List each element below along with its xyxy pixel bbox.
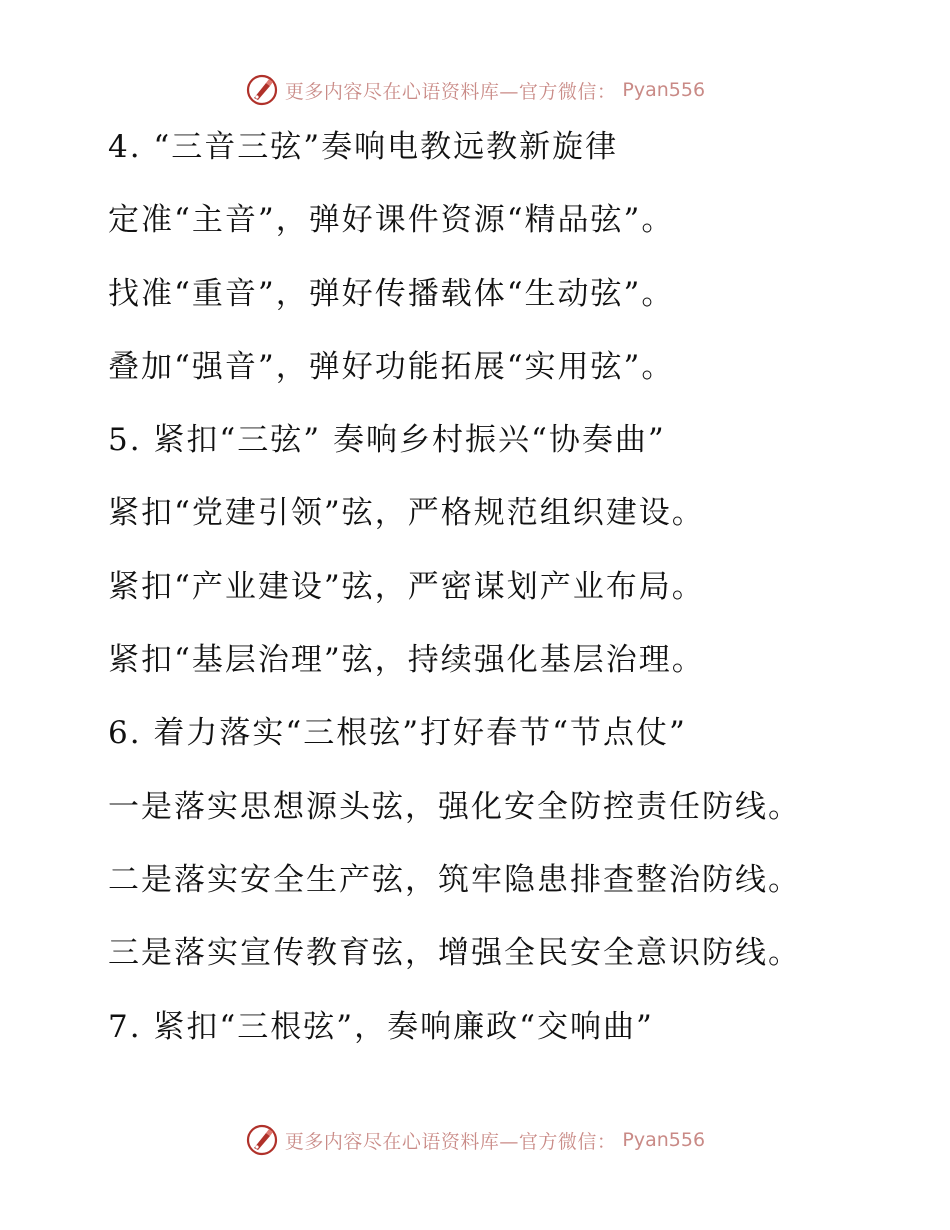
paragraph-line: 紧扣“基层治理”弦，持续强化基层治理。 [108, 642, 705, 679]
watermark-wechat-id: Pyan556 [622, 1129, 706, 1151]
paragraph-line: 一是落实思想源头弦，强化安全防控责任防线。 [108, 788, 801, 825]
section-heading-4: 4. “三音三弦”奏响电教远教新旋律 [108, 129, 619, 165]
pen-nib-logo-icon [245, 73, 279, 107]
paragraph-line: 二是落实安全生产弦，筑牢隐患排查整治防线。 [108, 861, 801, 898]
section-heading-5: 5. 紧扣“三弦” 奏响乡村振兴“协奏曲” [108, 422, 666, 459]
paragraph-line: 紧扣“产业建设”弦，严密谋划产业布局。 [108, 568, 705, 605]
paragraph-line: 三是落实宣传教育弦，增强全民安全意识防线。 [108, 935, 801, 972]
paragraph-line: 找准“重音”，弹好传播载体“生动弦”。 [108, 275, 675, 312]
watermark-brand-text: 更多内容尽在心语资料库—官方微信： [284, 1130, 617, 1153]
paragraph-line: 定准“主音”，弹好课件资源“精品弦”。 [108, 202, 675, 239]
pen-nib-logo-icon [245, 1123, 279, 1157]
watermark-wechat-id: Pyan556 [622, 79, 706, 101]
section-heading-7: 7. 紧扣“三根弦”，奏响廉政“交响曲” [108, 1008, 654, 1045]
watermark-group [245, 1123, 705, 1157]
document-body [108, 125, 938, 1078]
header-watermark [0, 70, 950, 110]
footer-watermark [0, 1120, 950, 1160]
paragraph-line: 叠加“强音”，弹好功能拓展“实用弦”。 [108, 348, 675, 385]
paragraph-line: 紧扣“党建引领”弦，严格规范组织建设。 [108, 495, 705, 532]
watermark-group [245, 73, 705, 107]
watermark-brand-text: 更多内容尽在心语资料库—官方微信： [284, 80, 617, 103]
section-heading-6: 6. 着力落实“三根弦”打好春节“节点仗” [108, 715, 687, 752]
